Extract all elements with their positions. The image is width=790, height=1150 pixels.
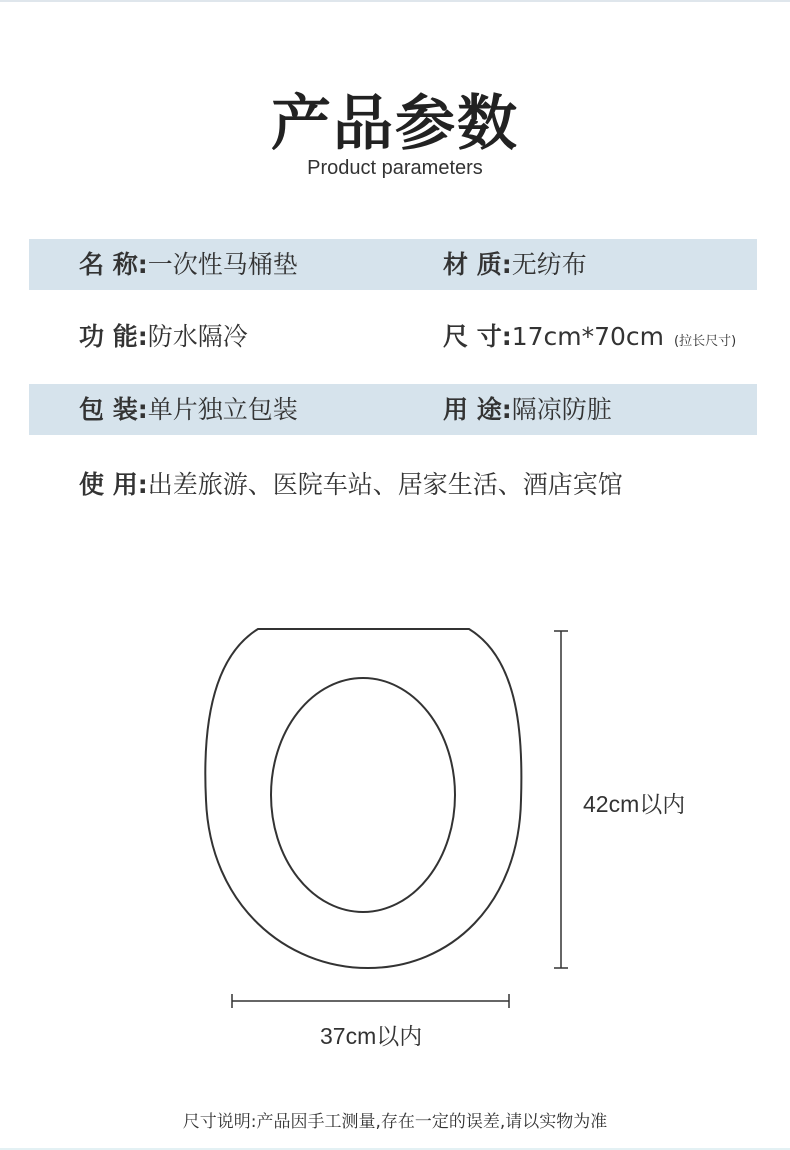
param-size-label: 尺 寸: bbox=[443, 322, 512, 351]
param-material-label: 材 质: bbox=[443, 250, 512, 279]
param-size-value: 17cm*70cm bbox=[511, 322, 665, 351]
param-row-name-material bbox=[29, 239, 757, 290]
param-row-function-size bbox=[29, 311, 757, 362]
param-name-label: 名 称: bbox=[79, 250, 148, 279]
param-use bbox=[79, 459, 623, 510]
param-package-value: 单片独立包装 bbox=[147, 395, 298, 424]
param-name-value: 一次性马桶垫 bbox=[147, 250, 298, 279]
page-subtitle: Product parameters bbox=[307, 157, 483, 179]
seat-inner-opening bbox=[271, 678, 455, 912]
param-size-note: (拉长尺寸) bbox=[674, 334, 737, 349]
param-usage bbox=[443, 384, 612, 435]
page-title: 产品参数 bbox=[271, 89, 519, 159]
top-divider bbox=[0, 0, 790, 2]
param-size bbox=[443, 311, 736, 362]
param-package-label: 包 装: bbox=[79, 395, 148, 424]
param-usage-label: 用 途: bbox=[443, 395, 512, 424]
height-dimension-label: 42cm以内 bbox=[583, 791, 686, 817]
param-row-package-usage bbox=[29, 384, 757, 435]
param-material-value: 无纺布 bbox=[511, 250, 587, 279]
param-usage-value: 隔凉防脏 bbox=[511, 395, 612, 424]
param-material bbox=[443, 239, 587, 290]
param-row-use bbox=[29, 459, 757, 510]
param-function bbox=[79, 311, 248, 362]
width-dimension-label: 37cm以内 bbox=[320, 1023, 423, 1049]
size-disclaimer: 尺寸说明:产品因手工测量,存在一定的误差,请以实物为准 bbox=[182, 1112, 608, 1132]
seat-outer-outline bbox=[205, 629, 521, 968]
param-use-label: 使 用: bbox=[79, 470, 148, 499]
param-name bbox=[79, 239, 298, 290]
param-function-label: 功 能: bbox=[79, 322, 148, 351]
param-package bbox=[79, 384, 298, 435]
param-use-value: 出差旅游、医院车站、居家生活、酒店宾馆 bbox=[147, 470, 623, 499]
param-function-value: 防水隔冷 bbox=[147, 322, 248, 351]
